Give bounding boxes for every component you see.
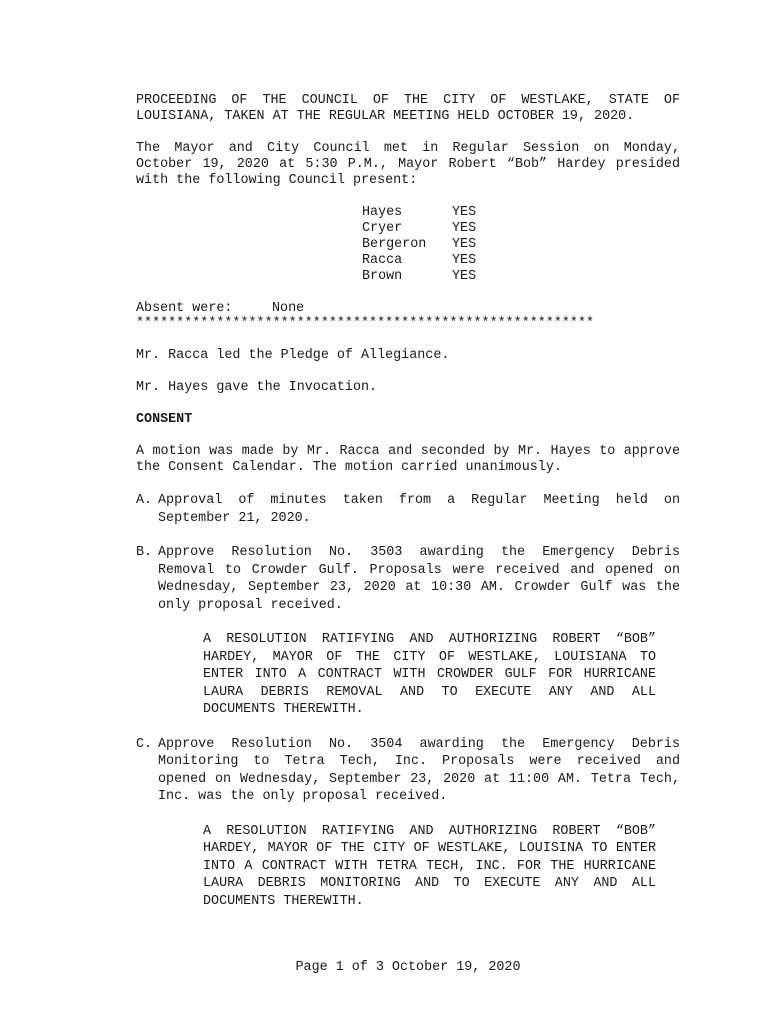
council-member-name: Brown	[362, 269, 403, 284]
item-text: Approval of minutes taken from a Regular Meeting held on September 21, 2020.	[158, 493, 680, 526]
document-heading: PROCEEDING OF THE COUNCIL OF THE CITY OF WESTLAKE, STATE OF LOUISIANA, TAKEN AT THE REGULAR MEETING HELD OCTOBER 19, 2020.	[136, 93, 680, 124]
absent-value: None	[272, 301, 305, 316]
item-marker: C.	[136, 736, 153, 752]
council-member-name: Bergeron	[362, 237, 427, 252]
attendance-row	[362, 237, 680, 253]
council-member-name: Racca	[362, 253, 403, 268]
invocation-line: Mr. Hayes gave the Invocation.	[136, 380, 378, 395]
consent-motion: A motion was made by Mr. Racca and seconded by Mr. Hayes to approve the Consent Calendar. The motion carried unanimously.	[136, 444, 680, 475]
attendance-row	[362, 253, 680, 269]
item-text: Approve Resolution No. 3504 awarding the Emergency Debris Monitoring to Tetra Tech, Inc. Proposals were received and opened on Wednesday, September 23, 2020 at 11:00 AM. Tetra Tech, Inc. was the only proposal received.	[158, 736, 680, 804]
pledge-line: Mr. Racca led the Pledge of Allegiance.	[136, 348, 450, 363]
consent-item-c	[136, 736, 680, 911]
resolution-text: A RESOLUTION RATIFYING AND AUTHORIZING ROBERT “BOB” HARDEY, MAYOR OF THE CITY OF WESTLAKE, LOUISIANA TO ENTER INTO A CONTRACT WITH CROWDER GULF FOR HURRICANE LAURA DEBRIS REMOVAL AND TO EXECUTE ANY AND ALL DOCUMENTS THEREWITH.	[203, 632, 656, 717]
council-member-name: Hayes	[362, 205, 403, 220]
item-marker: A.	[136, 493, 153, 508]
asterisk-divider: *********************************************************	[136, 316, 595, 331]
council-member-vote: YES	[452, 237, 477, 252]
attendance-row	[362, 221, 680, 237]
council-member-name: Cryer	[362, 221, 403, 236]
council-member-vote: YES	[452, 269, 477, 284]
consent-section-title: CONSENT	[136, 412, 193, 427]
intro-paragraph: The Mayor and City Council met in Regular Session on Monday, October 19, 2020 at 5:30 P.M., Mayor Robert “Bob” Hardey presided with the following Council present:	[136, 141, 680, 188]
council-member-vote: YES	[452, 253, 477, 268]
absent-line	[136, 301, 680, 316]
attendance-row	[362, 205, 680, 221]
document-body	[136, 93, 680, 927]
attendance-row	[362, 269, 680, 285]
attendance-list	[362, 205, 680, 285]
item-text: Approve Resolution No. 3503 awarding the Emergency Debris Removal to Crowder Gulf. Proposals were received and opened on Wednesday, September 23, 2020 at 10:30 AM. Crowder Gulf was the only proposal received.	[158, 545, 680, 613]
council-member-vote: YES	[452, 221, 477, 236]
consent-item-b	[136, 544, 680, 719]
item-marker: B.	[136, 545, 153, 560]
consent-item-a	[136, 492, 680, 527]
council-member-vote: YES	[452, 205, 477, 220]
absent-label: Absent were:	[136, 301, 233, 316]
resolution-text: A RESOLUTION RATIFYING AND AUTHORIZING ROBERT “BOB” HARDEY, MAYOR OF THE CITY OF WESTLAKE, LOUISINA TO ENTER INTO A CONTRACT WITH TETRA TECH, INC. FOR THE HURRICANE LAURA DEBRIS MONITORING AND TO EXECUTE ANY AND ALL DOCUMENTS THEREWITH.	[203, 823, 656, 909]
page-footer: Page 1 of 3 October 19, 2020	[295, 960, 521, 975]
